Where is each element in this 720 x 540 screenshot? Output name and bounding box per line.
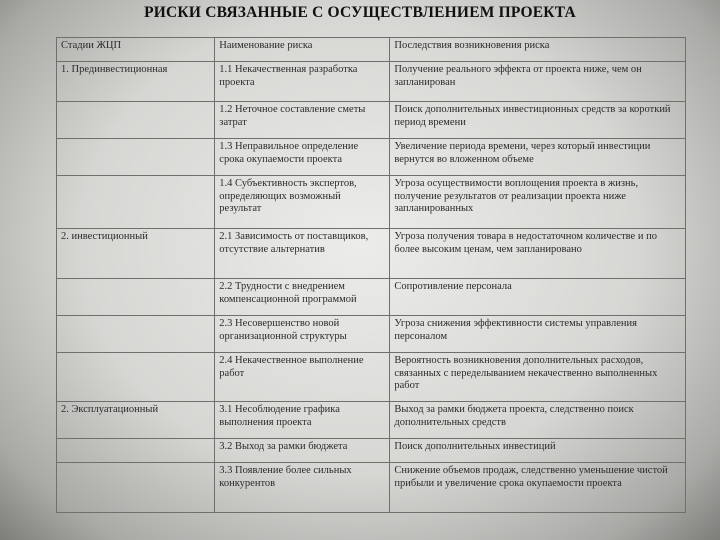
table-row bbox=[57, 62, 686, 102]
page-title: РИСКИ СВЯЗАННЫЕ С ОСУЩЕСТВЛЕНИЕМ ПРОЕКТА bbox=[144, 4, 576, 21]
stage-cell bbox=[57, 176, 215, 229]
consequence-cell: Увеличение периода времени, через который инвестиции вернутся во вложенном объеме bbox=[390, 139, 686, 176]
stage-cell bbox=[57, 353, 215, 402]
stage-cell: 1. Прединвестиционная bbox=[57, 62, 215, 102]
risk-cell: 3.2 Выход за рамки бюджета bbox=[215, 439, 390, 463]
consequence-cell: Сопротивление персонала bbox=[390, 279, 686, 316]
consequence-cell: Поиск дополнительных инвестиций bbox=[390, 439, 686, 463]
table-row bbox=[57, 229, 686, 279]
risk-cell: 2.3 Несовершенство новой организационной структуры bbox=[215, 316, 390, 353]
consequence-cell: Выход за рамки бюджета проекта, следственно поиск дополнительных средств bbox=[390, 402, 686, 439]
risk-cell: 1.4 Субъективность экспертов, определяющих возможный результат bbox=[215, 176, 390, 229]
consequence-cell: Угроза снижения эффективности системы управления персоналом bbox=[390, 316, 686, 353]
stage-cell: 2. Эксплуатационный bbox=[57, 402, 215, 439]
consequence-cell: Получение реального эффекта от проекта ниже, чем он запланирован bbox=[390, 62, 686, 102]
stage-cell: 2. инвестиционный bbox=[57, 229, 215, 279]
consequence-cell: Угроза получения товара в недостаточном количестве и по более высоким ценам, чем запланировано bbox=[390, 229, 686, 279]
risk-cell: 3.3 Появление более сильных конкурентов bbox=[215, 463, 390, 513]
header-stage: Стадии ЖЦП bbox=[57, 38, 215, 62]
stage-cell bbox=[57, 139, 215, 176]
table-row bbox=[57, 439, 686, 463]
consequence-cell: Вероятность возникновения дополнительных расходов, связанных с переделыванием некачественно выполненных работ bbox=[390, 353, 686, 402]
consequence-cell: Угроза осуществимости воплощения проекта в жизнь, получение результатов от реализации проекта ниже запланированных bbox=[390, 176, 686, 229]
stage-cell bbox=[57, 316, 215, 353]
consequence-cell: Снижение объемов продаж, следственно уменьшение чистой прибыли и увеличение срока окупаемости проекта bbox=[390, 463, 686, 513]
table-row bbox=[57, 463, 686, 513]
stage-cell bbox=[57, 279, 215, 316]
consequence-cell: Поиск дополнительных инвестиционных средств за короткий период времени bbox=[390, 102, 686, 139]
stage-cell bbox=[57, 439, 215, 463]
table-header-row bbox=[57, 38, 686, 62]
table-row bbox=[57, 139, 686, 176]
stage-cell bbox=[57, 102, 215, 139]
stage-cell bbox=[57, 463, 215, 513]
table-row bbox=[57, 279, 686, 316]
risk-table bbox=[56, 37, 686, 513]
table-row bbox=[57, 402, 686, 439]
risk-cell: 1.1 Некачественная разработка проекта bbox=[215, 62, 390, 102]
risk-cell: 3.1 Несоблюдение графика выполнения проекта bbox=[215, 402, 390, 439]
risk-cell: 2.2 Трудности с внедрением компенсационной программой bbox=[215, 279, 390, 316]
table-row bbox=[57, 353, 686, 402]
header-risk: Наименование риска bbox=[215, 38, 390, 62]
risk-cell: 2.4 Некачественное выполнение работ bbox=[215, 353, 390, 402]
risk-cell: 1.2 Неточное составление сметы затрат bbox=[215, 102, 390, 139]
risk-cell: 2.1 Зависимость от поставщиков, отсутствие альтернатив bbox=[215, 229, 390, 279]
table-row bbox=[57, 316, 686, 353]
risk-cell: 1.3 Неправильное определение срока окупаемости проекта bbox=[215, 139, 390, 176]
header-consequence: Последствия возникновения риска bbox=[390, 38, 686, 62]
table-row bbox=[57, 176, 686, 229]
table-row bbox=[57, 102, 686, 139]
